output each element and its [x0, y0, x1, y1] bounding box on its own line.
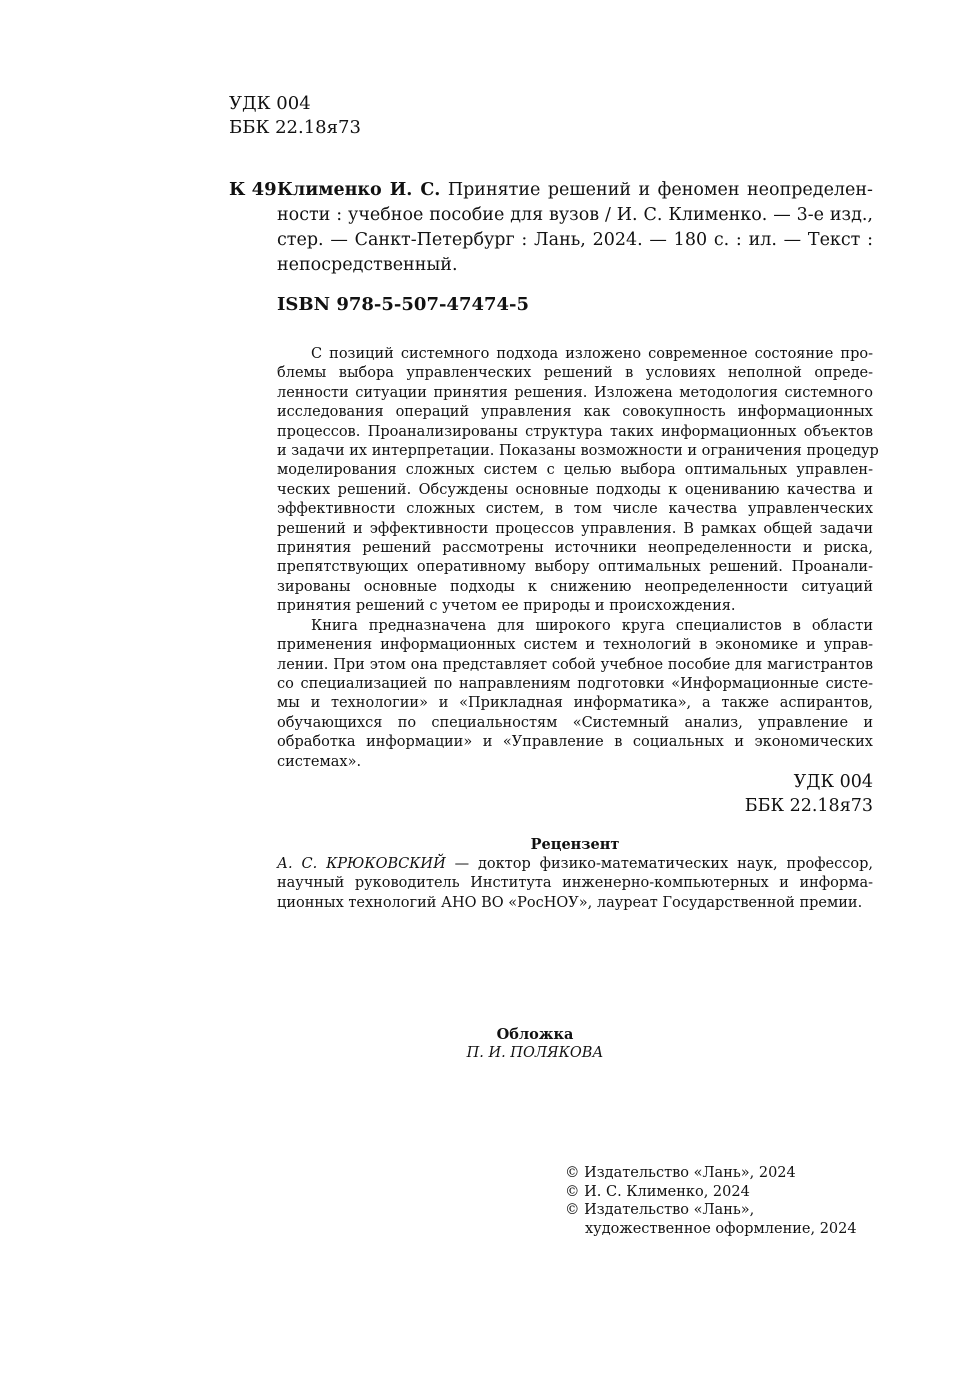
copyright-block — [565, 1164, 857, 1238]
abstract-line: системах». — [277, 753, 362, 770]
bbk-code: ББК 22.18я73 — [744, 796, 873, 816]
abstract-line: принятия решений с учетом ее природы и происхождения. — [277, 598, 736, 615]
cover-designer-name: П. И. ПОЛЯКОВА — [466, 1045, 604, 1061]
abstract-line: С позиций системного подхода изложено современное состояние про- — [311, 346, 873, 362]
isbn: ISBN 978-5-507-47474-5 — [277, 294, 530, 315]
abstract-line: Книга предназначена для широкого круга специалистов в области — [311, 617, 873, 634]
abstract-line: ленности ситуации принятия решения. Изложена методология системного — [277, 384, 873, 401]
classification-codes-bottom — [700, 770, 873, 818]
reviewer-heading: Рецензент — [530, 836, 620, 853]
reviewer-line: ционных технологий АНО ВО «РосНОУ», лауреат Государственной премии. — [277, 894, 863, 911]
reviewer-info — [277, 855, 873, 913]
abstract-line: обучающихся по специальностям «Системный анализ, управление и — [277, 714, 873, 731]
abstract-line: лении. При этом она представляет собой учебное пособие для магистрантов — [277, 656, 873, 673]
abstract-line: моделирования сложных систем с целью выбора оптимальных управлен- — [277, 462, 873, 479]
abstract-line: исследования операций управления как совокупность информационных — [277, 404, 873, 421]
biblio-line — [277, 178, 873, 203]
biblio-title: Принятие решений и феномен неопределен- — [447, 180, 873, 200]
abstract-line: процессов. Проанализированы структура таких информационных объектов — [277, 423, 873, 440]
biblio-line: стер. — Санкт-Петербург : Лань, 2024. — 180 с. : ил. — Текст : — [277, 230, 873, 250]
abstract-line: препятствующих оперативному выбору оптимальных решений. Проанали- — [277, 559, 873, 576]
author-mark: К 49 — [229, 179, 277, 200]
abstract-line: со специализацией по направлениям подготовки «Информационные систе- — [277, 675, 873, 692]
copyright-line: художественное оформление, 2024 — [585, 1220, 857, 1237]
abstract-line: блемы выбора управленческих решений в условиях неполной опреде- — [277, 365, 873, 382]
abstract-line: эффективности сложных систем, в том числе качества управленческих — [277, 501, 873, 518]
copyright-line: © Издательство «Лань», 2024 — [565, 1165, 796, 1181]
reviewer-line: научный руководитель Института инженерно-компьютерных и информа- — [277, 875, 873, 892]
biblio-line: непосредственный. — [277, 255, 458, 275]
copyright-line: © И. С. Клименко, 2024 — [565, 1183, 750, 1200]
udk-code: УДК 004 — [229, 93, 311, 114]
abstract-line: зированы основные подходы к снижению неопределенности ситуаций — [277, 578, 873, 595]
reviewer-credentials: — доктор физико-математических наук, профессор, — [445, 856, 874, 872]
abstract-line: ческих решений. Обсуждены основные подходы к оцениванию качества и — [277, 481, 873, 498]
abstract-line: и задачи их интерпретации. Показаны возможности и ограничения процедур — [277, 443, 879, 460]
abstract-line: принятия решений рассмотрены источники неопределенности и риска, — [277, 540, 873, 557]
reviewer-name: А. С. КРЮКОВСКИЙ — [277, 856, 446, 872]
reviewer-line — [277, 855, 873, 874]
biblio-line: ности : учебное пособие для вузов / И. С. Клименко. — 3-е изд., — [277, 205, 873, 225]
biblio-author: Клименко И. С. — [277, 180, 441, 200]
abstract-line: мы и технологии» и «Прикладная информатика», а также аспирантов, — [277, 695, 873, 712]
udk-code: УДК 004 — [793, 772, 873, 792]
abstract-line: обработка информации» и «Управление в социальных и экономических — [277, 734, 873, 751]
classification-codes-top — [229, 92, 361, 140]
cover-designer-heading: Обложка — [496, 1026, 574, 1043]
abstract-line: применения информационных систем и технологий в экономике и управ- — [277, 637, 873, 654]
abstract — [277, 345, 879, 772]
copyright-line: © Издательство «Лань», — [565, 1202, 755, 1218]
bbk-code: ББК 22.18я73 — [229, 117, 361, 138]
abstract-line: решений и эффективности процессов управления. В рамках общей задачи — [277, 520, 873, 537]
bibliographic-record — [277, 178, 873, 278]
